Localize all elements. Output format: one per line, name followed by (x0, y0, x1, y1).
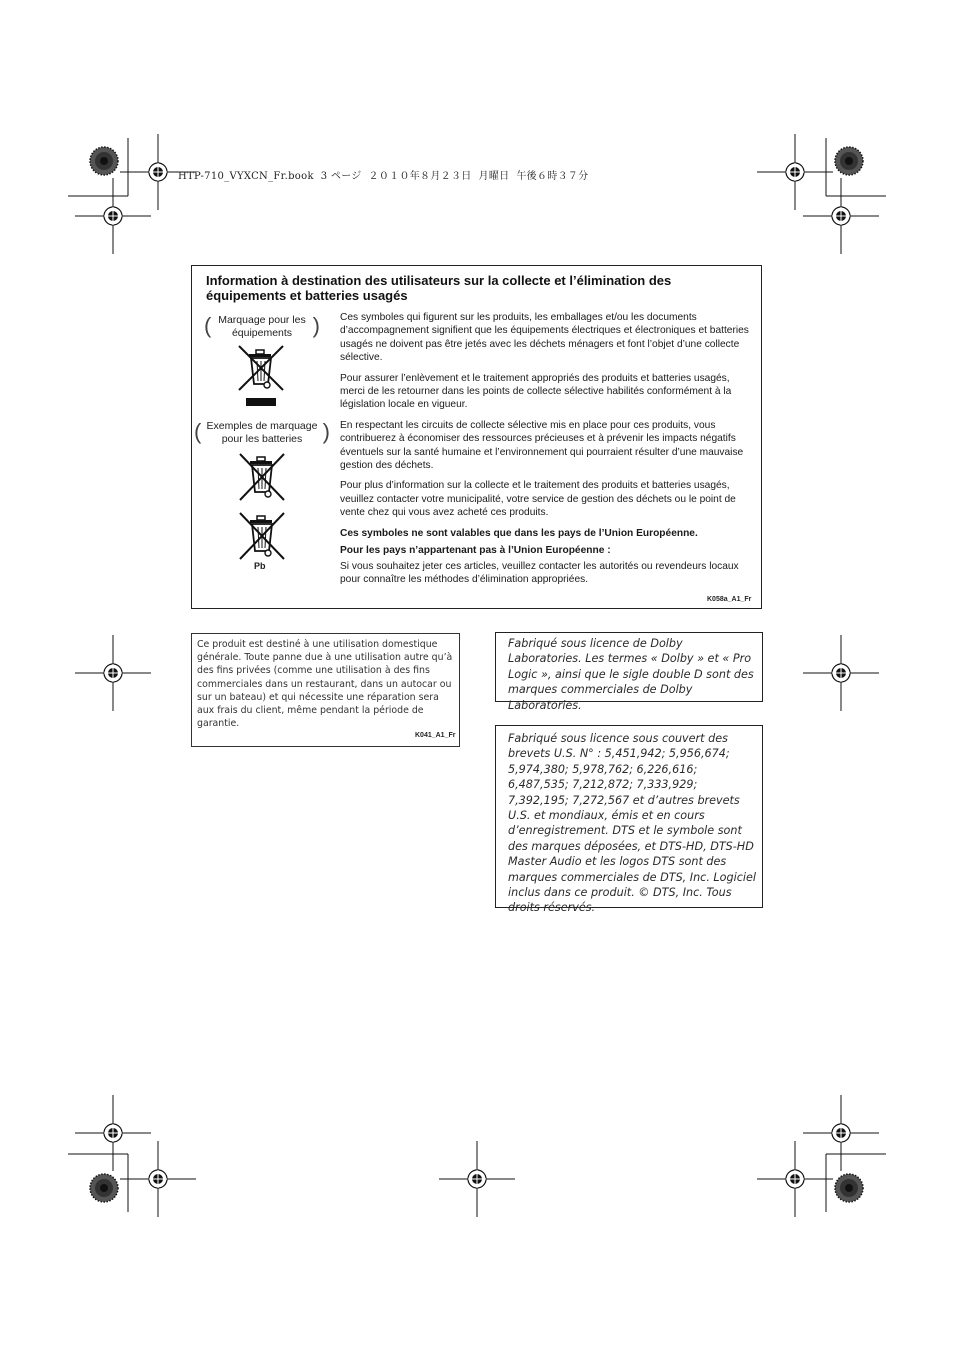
crossed-bin-equipment-icon (236, 344, 286, 410)
registration-cross-icon (803, 178, 879, 254)
registration-cross-icon (757, 1141, 833, 1217)
equipment-caption-text: Marquage pour les équipements (218, 314, 306, 339)
registration-cross-icon (803, 1095, 879, 1171)
registration-cross-icon (75, 1095, 151, 1171)
registration-star-icon (835, 147, 863, 175)
pb-label: Pb (254, 561, 266, 571)
registration-star-icon (835, 1174, 863, 1202)
weee-paragraph: En respectant les circuits de collecte sélective mis en place pour ces produits, vous contribuerez à économiser des ressources précieuses et à prévenir les impacts négatifs éventuels sur la santé humaine et l’environnement qui pourraient résulter d’une mauvaise gestion des déchets. (340, 419, 744, 472)
registration-cross-icon (803, 635, 879, 711)
registration-cross-icon (75, 635, 151, 711)
battery-marking-caption: ( Exemples de marquage pour les batteries ) (194, 419, 330, 445)
usage-code: K041_A1_Fr (415, 732, 456, 739)
battery-caption-text: Exemples de marquage pour les batteries (206, 420, 318, 445)
registration-cross-icon (120, 1141, 196, 1217)
weee-title: Information à destination des utilisateurs sur la collecte et l’élimination des équipements et batteries usagés (206, 273, 672, 303)
crossed-bin-battery-icon (238, 452, 286, 502)
crossed-bin-battery-pb-icon (238, 511, 286, 561)
registration-star-icon (90, 147, 118, 175)
dolby-license-text: Fabriqué sous licence de Dolby Laboratories. Les termes « Dolby » et « Pro Logic », ainsi que le sigle double D sont des marques commerciales de Dolby Laboratories. (508, 637, 754, 712)
weee-non-eu-heading: Pour les pays n’appartenant pas à l’Union Européenne : (340, 545, 611, 557)
weee-body (340, 311, 750, 593)
registration-cross-icon (439, 1141, 515, 1217)
weee-paragraph: Ces symboles qui figurent sur les produits, les emballages et/ou les documents d’accompagnement signifient que les équipements électriques et électroniques et batteries usagés ne doivent pas être jetés avec les déchets ménagers et font l’objet d’une collecte sélective. (340, 312, 749, 364)
weee-paragraph: Pour assurer l’enlèvement et le traitement appropriés des produits et batteries usagés, merci de les retourner dans les points de collecte sélective habilités conformément à la législation locale en vigueur. (340, 372, 732, 411)
weee-code: K058a_A1_Fr (707, 596, 752, 603)
dts-license-text: Fabriqué sous licence sous couvert des brevets U.S. N° : 5,451,942; 5,956,674; 5,974,380; 5,978,762; 6,226,616; 6,487,535; 7,212,872; 7,333,929; 7,392,195; 7,272,567 et d’autres brevets U.S. et mondiaux, émis et en cours d’enregistrement. DTS et le symbole sont des marques déposées, et DTS-HD, DTS-HD Master Audio et les logos DTS sont des marques commerciales de DTS, Inc. Logiciel inclus dans ce produit. © DTS, Inc. Tous droits réservés. (508, 732, 756, 915)
weee-non-eu-text: Si vous souhaitez jeter ces articles, veuillez contacter les autorités ou revendeurs locaux pour connaître les méthodes d’élimination appropriées. (340, 560, 739, 585)
registration-cross-icon (757, 134, 833, 210)
weee-eu-notice: Ces symboles ne sont valables que dans les pays de l’Union Européenne. (340, 527, 698, 539)
weee-paragraph: Pour plus d’information sur la collecte et le traitement des produits et batteries usagés, veuillez contacter votre municipalité, votre service de gestion des déchets ou le point de vente chez qui vous avez acheté ces produits. (340, 480, 736, 519)
registration-cross-icon (75, 178, 151, 254)
registration-star-icon (90, 1174, 118, 1202)
equipment-marking-caption: ( Marquage pour les équipements ) (204, 313, 320, 339)
file-info-line: HTP-710_VYXCN_Fr.book 3 ページ ２０１０年８月２３日 月曜日 午後６時３７分 (178, 171, 589, 182)
usage-notice-text: Ce produit est destiné à une utilisation domestique générale. Toute panne due à une utilisation autre qu’à des fins privées (comme une utilisation à des fins commerciales dans un restaurant, dans un autocar ou sur un bateau) et qui nécessite une réparation sera aux frais du client, même pendant la période de garantie. (197, 639, 453, 730)
